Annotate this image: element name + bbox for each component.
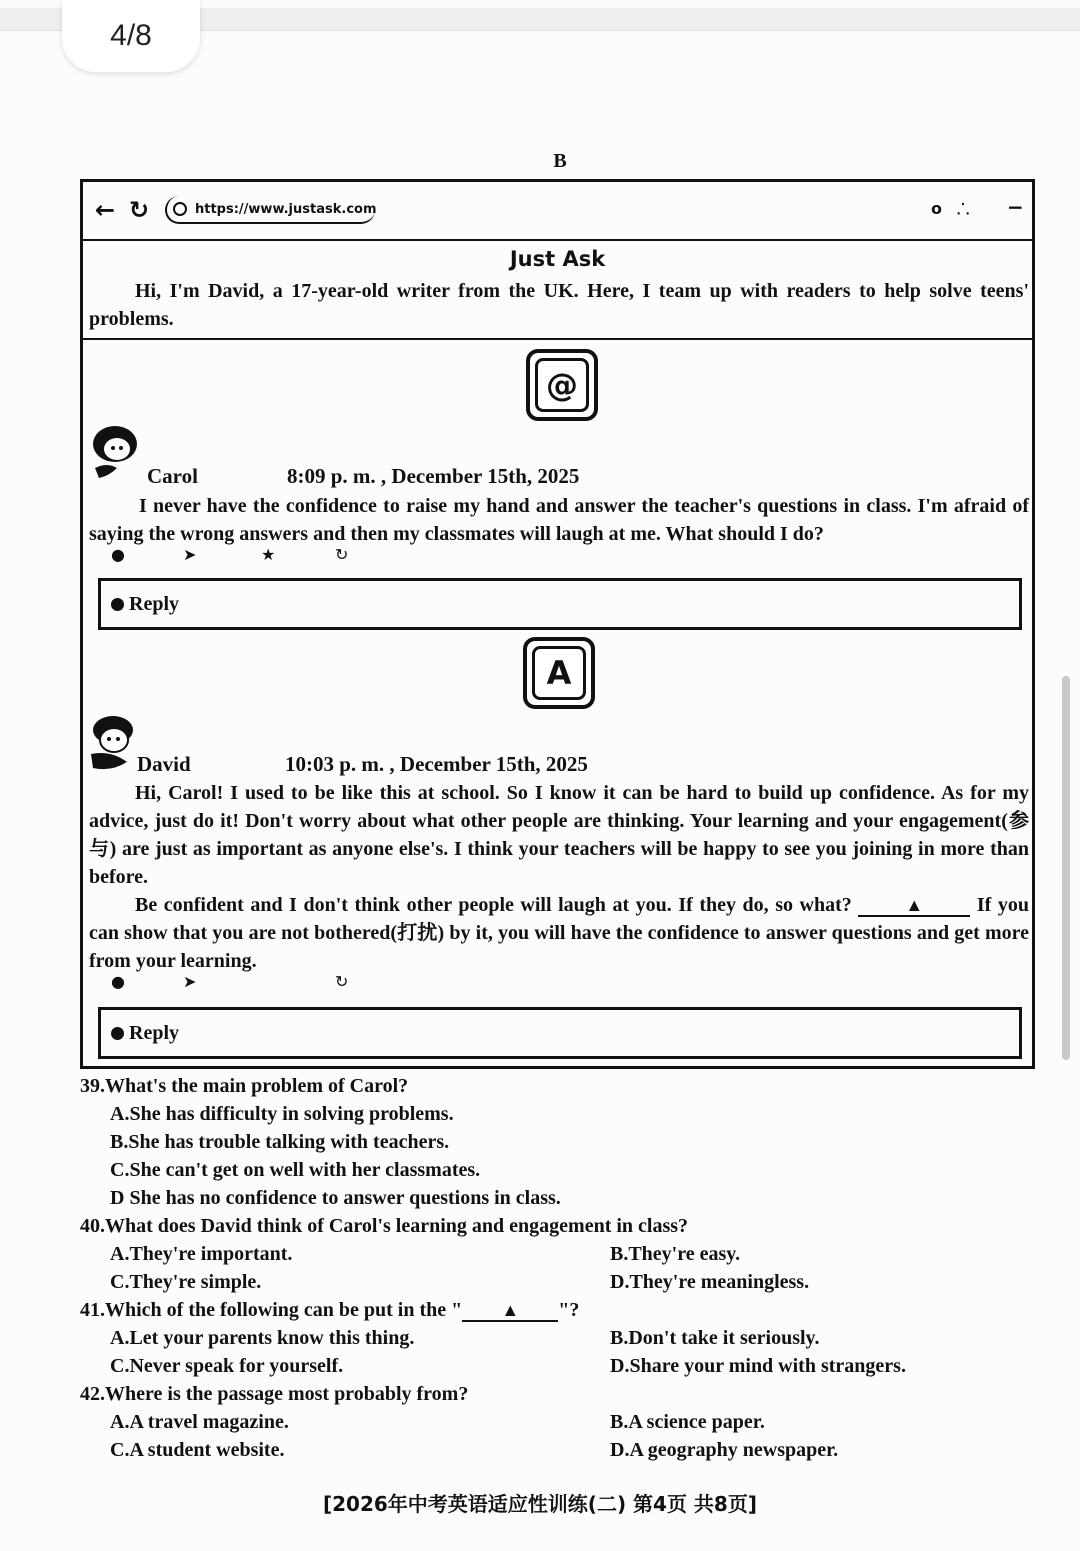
option: C.They're simple. [110, 1271, 262, 1293]
post-time-carol: 8:09 p. m. , December 15th, 2025 [287, 464, 580, 488]
globe-icon [173, 202, 187, 216]
option: C.A student website. [110, 1439, 285, 1461]
url-text: https://www.justask.com [195, 202, 377, 217]
option: D.A geography newspaper. [610, 1439, 839, 1461]
reply-bubble-icon [111, 598, 124, 611]
option: D.They're meaningless. [610, 1271, 810, 1293]
comment-icon[interactable]: ● [111, 972, 125, 991]
question-42: 42.Where is the passage most probably from? [80, 1383, 469, 1405]
option: A.Let your parents know this thing. [110, 1327, 415, 1349]
at-sign-logo-icon: @ [526, 349, 598, 421]
site-header [83, 239, 1032, 340]
post-body-carol: I never have the confidence to raise my hand and answer the teacher's questions in class. I'm afraid of saying the wrong answers and then my classmates will laugh at me. What should I do? [89, 495, 1029, 545]
browser-toolbar [83, 182, 1032, 241]
site-intro: Hi, I'm David, a 17-year-old writer from the UK. Here, I team up with readers to help solve teens' problems. [89, 280, 1029, 330]
option: A.A travel magazine. [110, 1411, 289, 1433]
share-icon[interactable]: ➤ [183, 545, 197, 564]
question-40: 40.What does David think of Carol's learning and engagement in class? [80, 1215, 689, 1237]
option: C.Never speak for yourself. [110, 1355, 344, 1377]
site-title: Just Ask [509, 247, 606, 271]
option: C.She can't get on well with her classmates. [110, 1159, 481, 1181]
repost-icon[interactable]: ↻ [335, 972, 349, 991]
back-arrow-icon[interactable]: ← [95, 196, 116, 224]
reply-bubble-icon [111, 1027, 124, 1040]
share-icon[interactable]: ➤ [183, 972, 197, 991]
reply-box-carol[interactable]: Reply [98, 578, 1022, 630]
post-body-david-2: Be confident and I don't think other people will laugh at you. If they do, so what? ▲ If you can show that you are not bothered(打扰) by it, you will have the confidence to answer questions and get more from your learning. [89, 894, 1030, 972]
browser-frame [80, 179, 1035, 1069]
option: D She has no confidence to answer questions in class. [110, 1187, 561, 1209]
david-avatar [87, 712, 143, 774]
section-letter: B [553, 150, 567, 172]
reply-box-david[interactable]: Reply [98, 1007, 1022, 1059]
page-footer: [2026年中考英语适应性训练(二) 第4页 共8页] [323, 1492, 757, 1516]
star-icon[interactable]: ★ [261, 545, 276, 564]
dots-icon[interactable]: ⸫ [957, 200, 970, 218]
post-author-david: David [137, 752, 191, 776]
repost-icon[interactable]: ↻ [335, 545, 349, 564]
address-bar[interactable] [165, 196, 375, 224]
option: B.Don't take it seriously. [610, 1327, 820, 1349]
question-41: 41.Which of the following can be put in the " ▲ "? [80, 1299, 580, 1321]
circle-icon[interactable]: o [931, 199, 942, 218]
comment-icon[interactable]: ● [111, 545, 125, 564]
option: D.Share your mind with strangers. [610, 1355, 906, 1377]
option: B.They're easy. [610, 1243, 741, 1265]
question-39: 39.What's the main problem of Carol? [80, 1075, 409, 1097]
scrollbar[interactable] [1062, 676, 1070, 1060]
page-indicator[interactable]: 4/8 [62, 0, 200, 72]
option: B.She has trouble talking with teachers. [110, 1131, 450, 1153]
minimize-icon[interactable]: − [1007, 195, 1024, 219]
option: B.A science paper. [610, 1411, 765, 1433]
answer-blank: ▲ [462, 1300, 558, 1322]
letter-a-logo-icon: A [523, 637, 595, 709]
post-time-david: 10:03 p. m. , December 15th, 2025 [285, 752, 588, 776]
post-body-david-1: Hi, Carol! I used to be like this at school. So I know it can be hard to build up confidence. As for my advice, just do it! Don't worry about what other people are thinking. Your learning and your engagement(参与) are just as important as anyone else's. I think your teachers will be happy to see you joining in more than before. [89, 782, 1029, 888]
post-author-carol: Carol [147, 464, 198, 488]
refresh-icon[interactable]: ↻ [129, 196, 150, 224]
answer-blank: ▲ [858, 895, 970, 917]
option: A.They're important. [110, 1243, 293, 1265]
option: A.She has difficulty in solving problems. [110, 1103, 454, 1125]
carol-avatar [87, 422, 143, 482]
